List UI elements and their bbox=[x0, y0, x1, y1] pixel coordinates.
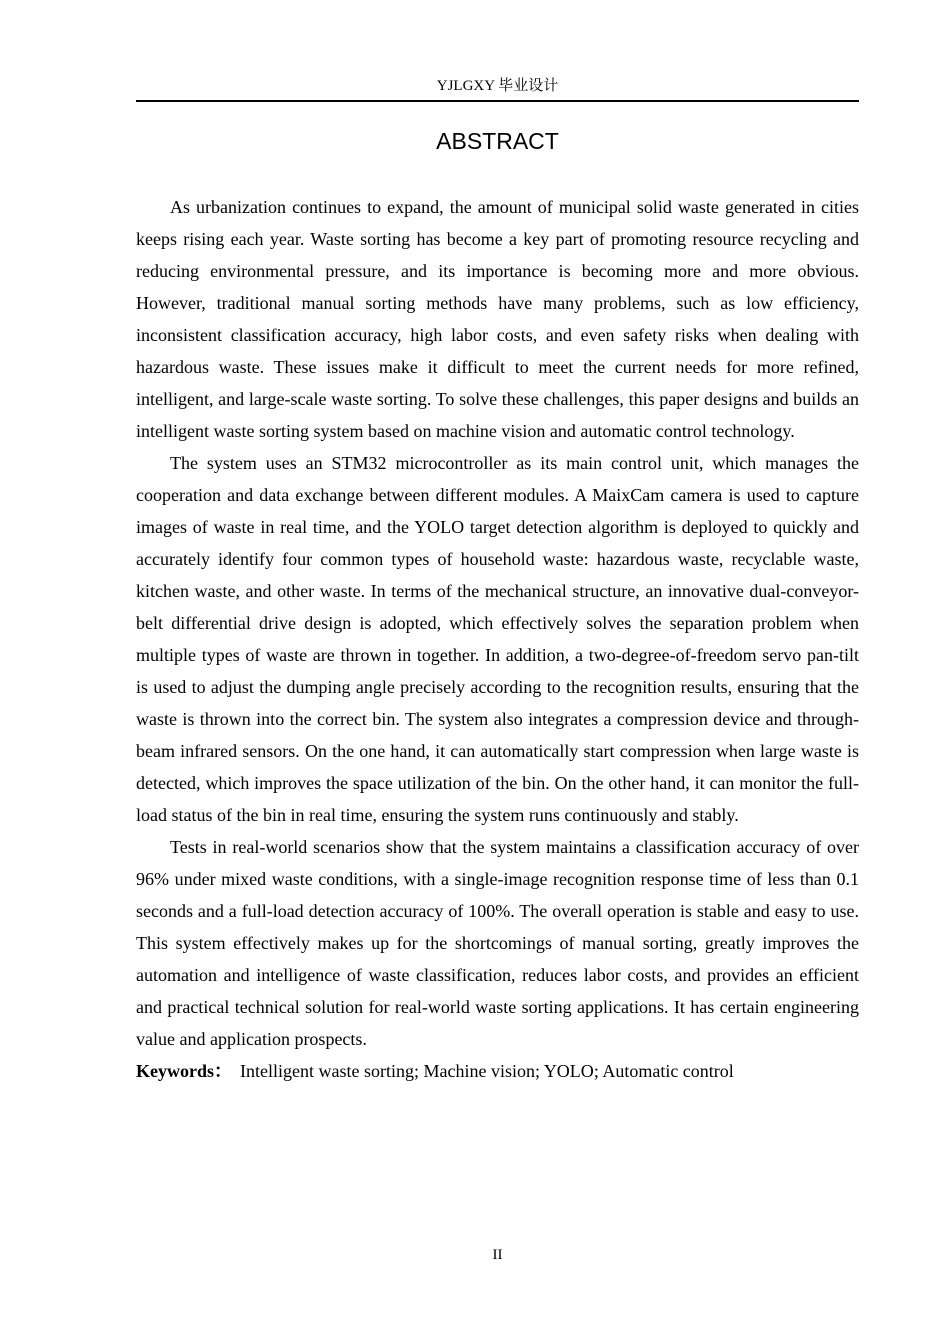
abstract-paragraph-3: Tests in real-world scenarios show that the system maintains a classification accuracy of over 96% under mixed waste conditions, with a single-image recognition response time of less than 0.1 seconds and a full-load detection accuracy of 100%. The overall operation is stable and easy to use. This system effectively makes up for the shortcomings of manual sorting, greatly improves the automation and intelligence of waste classification, reduces labor costs, and provides an efficient and practical technical solution for real-world waste sorting applications. It has certain engineering value and application prospects. bbox=[136, 837, 859, 1049]
keyword-item: ; Automatic control bbox=[594, 1061, 734, 1081]
keywords-label: Keywords： bbox=[136, 1061, 232, 1081]
abstract-paragraph-1: As urbanization continues to expand, the amount of municipal solid waste generated in cities keeps rising each year. Waste sorting has become a key part of promoting resource recycling and reducing environmental pressure, and its importance is becoming more and more obvious. However, traditional manual sorting methods have many problems, such as low efficiency, inconsistent classification accuracy, high labor costs, and even safety risks when dealing with hazardous waste. These issues make it difficult to meet the current needs for more refined, intelligent, and large-scale waste sorting. To solve these challenges, this paper designs and builds an intelligent waste sorting system based on machine vision and automatic control technology. bbox=[136, 197, 859, 441]
page-number: II bbox=[492, 1247, 503, 1263]
keyword-item: ; YOLO bbox=[535, 1061, 594, 1081]
keywords-list bbox=[232, 1061, 734, 1081]
keywords-line bbox=[136, 1055, 859, 1087]
abstract-paragraph-2: The system uses an STM32 microcontroller as its main control unit, which manages the cooperation and data exchange between different modules. A MaixCam camera is used to capture images of waste in real time, and the YOLO target detection algorithm is deployed to quickly and accurately identify four common types of household waste: hazardous waste, recyclable waste, kitchen waste, and other waste. In terms of the mechanical structure, an innovative dual-conveyor-belt differential drive design is adopted, which effectively solves the separation problem when multiple types of waste are thrown in together. In addition, a two-degree-of-freedom servo pan-tilt is used to adjust the dumping angle precisely according to the recognition results, ensuring that the waste is thrown into the correct bin. The system also integrates a compression device and through-beam infrared sensors. On the one hand, it can automatically start compression when large waste is detected, which improves the space utilization of the bin. On the other hand, it can monitor the full-load status of the bin in real time, ensuring the system runs continuously and stably. bbox=[136, 453, 859, 825]
abstract-title: ABSTRACT bbox=[436, 128, 559, 154]
header-divider bbox=[136, 100, 859, 102]
keyword-item: Intelligent waste sorting bbox=[240, 1061, 414, 1081]
keyword-item: ; Machine vision bbox=[414, 1061, 535, 1081]
abstract-body bbox=[136, 191, 859, 1087]
running-header: YJLGXY 毕业设计 bbox=[436, 78, 559, 94]
